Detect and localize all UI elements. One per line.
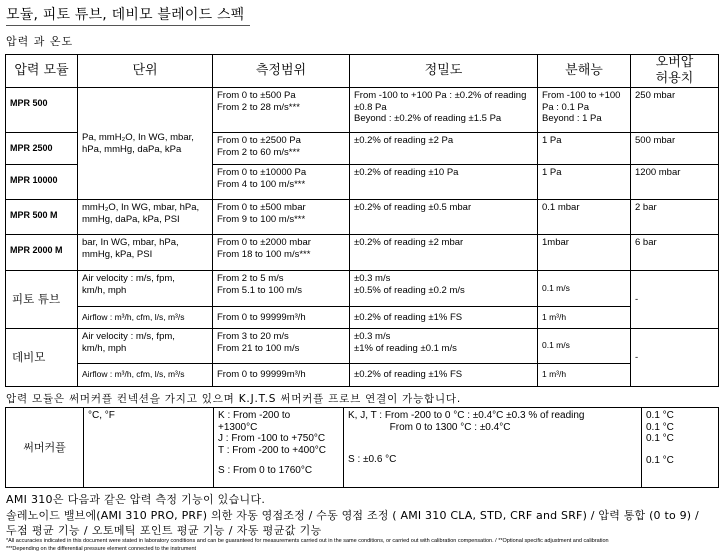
table-row (6, 307, 719, 329)
table-row (6, 88, 719, 133)
accuracy-cell: ±0.2% of reading ±2 mbar (350, 235, 538, 271)
units-cell: Pa, mmH₂O, In WG, mbar, hPa, mmHg, daPa, kPa (78, 88, 213, 200)
range-cell: From 2 to 5 m/s From 5.1 to 100 m/s (213, 271, 350, 307)
range-cell: From 3 to 20 m/s From 21 to 100 m/s (213, 329, 350, 364)
thermocouple-table (5, 407, 719, 488)
footer-line: AMI 310은 다음과 같은 압력 측정 기능이 있습니다. (6, 493, 266, 506)
range-cell: K : From -200 to +1300°C J : From -100 to +750°C T : From -200 to +400°C S : From 0 to 1760°C (214, 408, 344, 488)
header-range: 측정범위 (213, 55, 350, 88)
pressure-spec-table (5, 54, 719, 387)
model-cell: MPR 10000 (6, 165, 78, 200)
units-cell: °C, °F (84, 408, 214, 488)
header-overpressure: 오버압 허용치 (631, 55, 719, 88)
resolution-cell: 1mbar (538, 235, 631, 271)
table-row (6, 408, 719, 488)
pitot-tube-label: 피토 튜브 (6, 271, 78, 329)
model-cell: MPR 2500 (6, 133, 78, 165)
accuracy-cell: From -100 to +100 Pa : ±0.2% of reading ±0.8 Pa Beyond : ±0.2% of reading ±1.5 Pa (350, 88, 538, 133)
accuracy-cell: ±0.2% of reading ±0.5 mbar (350, 200, 538, 235)
units-cell: Air velocity : m/s, fpm, km/h, mph (78, 329, 213, 364)
resolution-cell: 1 m³/h (538, 364, 631, 387)
accuracy-cell: ±0.2% of reading ±1% FS (350, 307, 538, 329)
accuracy-cell: ±0.3 m/s ±0.5% of reading ±0.2 m/s (350, 271, 538, 307)
table-row (6, 271, 719, 307)
range-cell: From 0 to ±2000 mbar From 18 to 100 m/s*** (213, 235, 350, 271)
debimo-label: 데비모 (6, 329, 78, 387)
accuracy-cell: ±0.2% of reading ±2 Pa (350, 133, 538, 165)
table-header-row (6, 55, 719, 88)
fine-print: *All accuracies indicated in this document were stated in laboratory conditions and can be guaranteed for measurements carried out in the same conditions, or carried out with calibration compensation. / **Optional specific adjustment and calibration (6, 538, 609, 544)
thermocouple-label: 써머커플 (6, 408, 84, 488)
model-cell: MPR 500 (6, 88, 78, 133)
model-cell: MPR 2000 M (6, 235, 78, 271)
overpressure-cell: 250 mbar (631, 88, 719, 133)
page-title: 모듈, 피토 튜브, 데비모 블레이드 스펙 (6, 7, 245, 23)
header-resolution: 분해능 (538, 55, 631, 88)
accuracy-cell: K, J, T : From -200 to 0 °C : ±0.4°C ±0.3 % of reading From 0 to 1300 °C : ±0.4°C S : ±0.6 °C (344, 408, 642, 488)
overpressure-cell: 1200 mbar (631, 165, 719, 200)
header-units: 단위 (78, 55, 213, 88)
accuracy-cell: ±0.2% of reading ±10 Pa (350, 165, 538, 200)
resolution-cell: 1 Pa (538, 165, 631, 200)
overpressure-cell: - (631, 329, 719, 387)
accuracy-cell: ±0.2% of reading ±1% FS (350, 364, 538, 387)
units-cell: mmH₂O, In WG, mbar, hPa, mmHg, daPa, kPa, PSI (78, 200, 213, 235)
title-underline (6, 25, 250, 26)
resolution-cell: From -100 to +100 Pa : 0.1 Pa Beyond : 1 Pa (538, 88, 631, 133)
model-cell: MPR 500 M (6, 200, 78, 235)
footer-line: 솔레노이드 밸브에(AMI 310 PRO, PRF) 의한 자동 영점조정 / 수동 영점 조정 ( AMI 310 CLA, STD, CRF and SRF) / 압력 통합 (0 to 9) / (6, 509, 699, 522)
range-cell: From 0 to 99999m³/h (213, 364, 350, 387)
fine-print: ***Depending on the differential pressure element connected to the instrument (6, 546, 197, 552)
overpressure-cell: 500 mbar (631, 133, 719, 165)
range-cell: From 0 to ±500 mbar From 9 to 100 m/s*** (213, 200, 350, 235)
overpressure-cell: - (631, 271, 719, 329)
section-label: 압력 과 온도 (6, 35, 74, 48)
thermocouple-note: 압력 모듈은 써머커플 컨넥션을 가지고 있으며 K.J.T.S 써머커플 프로브 연결이 가능합니다. (6, 393, 462, 405)
header-module: 압력 모듈 (6, 55, 78, 88)
units-cell: bar, In WG, mbar, hPa, mmHg, kPa, PSI (78, 235, 213, 271)
resolution-cell: 1 Pa (538, 133, 631, 165)
table-row (6, 364, 719, 387)
overpressure-cell: 6 bar (631, 235, 719, 271)
range-cell: From 0 to ±500 Pa From 2 to 28 m/s*** (213, 88, 350, 133)
table-row (6, 200, 719, 235)
table-row (6, 235, 719, 271)
accuracy-cell: ±0.3 m/s ±1% of reading ±0.1 m/s (350, 329, 538, 364)
range-cell: From 0 to ±2500 Pa From 2 to 60 m/s*** (213, 133, 350, 165)
overpressure-cell: 2 bar (631, 200, 719, 235)
resolution-cell: 1 m³/h (538, 307, 631, 329)
header-accuracy: 정밀도 (350, 55, 538, 88)
resolution-cell: 0.1 mbar (538, 200, 631, 235)
units-cell: Air velocity : m/s, fpm, km/h, mph (78, 271, 213, 307)
footer-line: 두점 평균 기능 / 오토메틱 포인트 평균 기능 / 자동 평균값 기능 (6, 524, 322, 537)
table-row (6, 329, 719, 364)
units-cell: Airflow : m³/h, cfm, l/s, m³/s (78, 307, 213, 329)
resolution-cell: 0.1 °C 0.1 °C 0.1 °C 0.1 °C (642, 408, 719, 488)
units-cell: Airflow : m³/h, cfm, l/s, m³/s (78, 364, 213, 387)
resolution-cell: 0.1 m/s (538, 271, 631, 307)
range-cell: From 0 to ±10000 Pa From 4 to 100 m/s*** (213, 165, 350, 200)
range-cell: From 0 to 99999m³/h (213, 307, 350, 329)
resolution-cell: 0.1 m/s (538, 329, 631, 364)
